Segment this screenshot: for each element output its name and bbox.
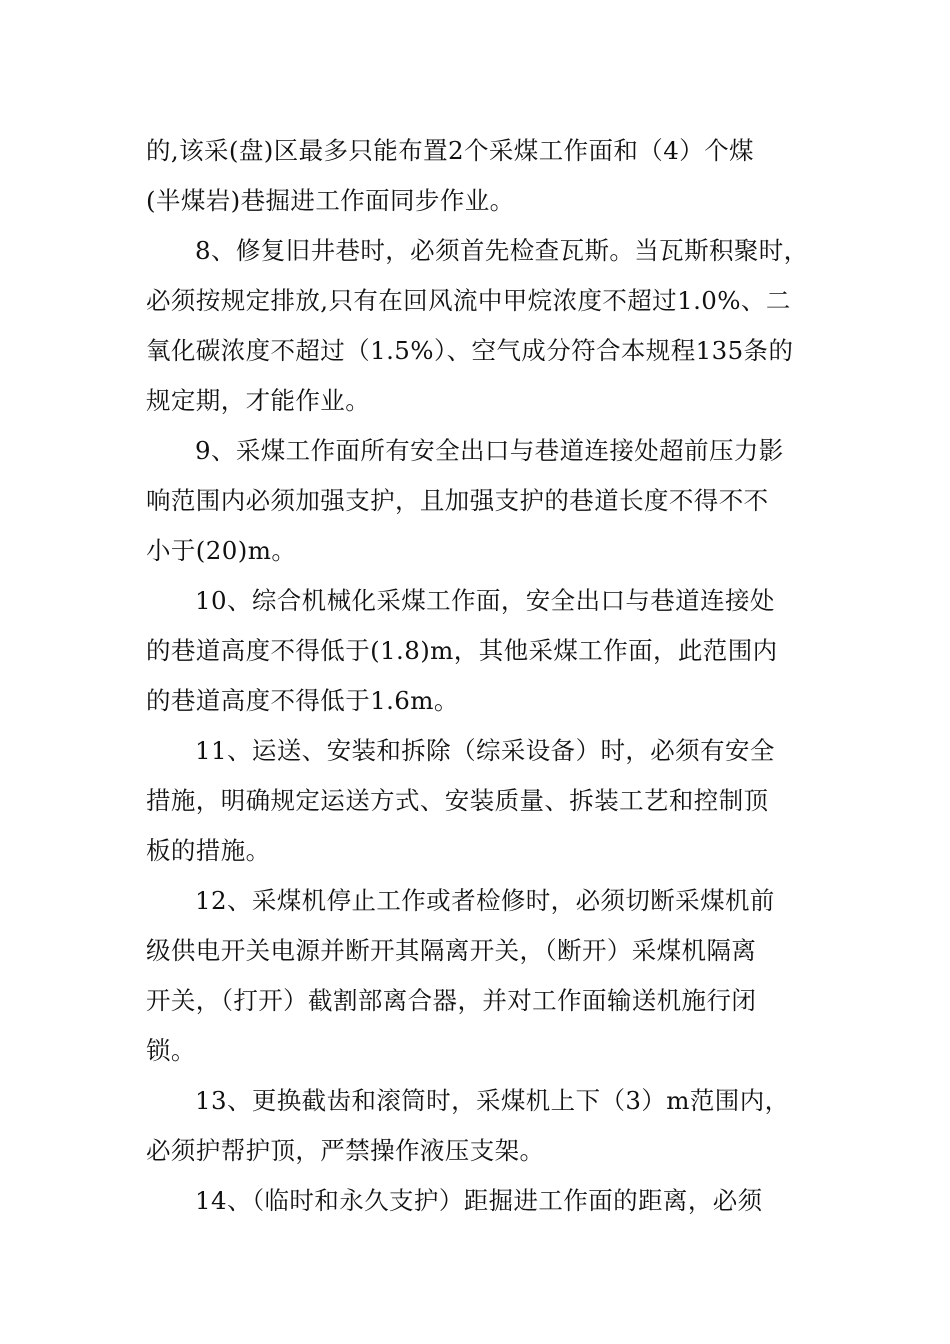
text-line: 的,该采(盘)区最多只能布置2个采煤工作面和（4）个煤 (146, 136, 754, 165)
text-line: 板的措施。 (146, 836, 271, 865)
text-line: 9、采煤工作面所有安全出口与巷道连接处超前压力影 (195, 436, 784, 465)
text-line: 的巷道高度不得低于(1.8)m，其他采煤工作面，此范围内 (146, 636, 778, 665)
text-line: 措施，明确规定运送方式、安装质量、拆装工艺和控制顶 (146, 786, 769, 815)
text-line: (半煤岩)巷掘进工作面同步作业。 (146, 186, 515, 215)
text-line: 小于(20)m。 (146, 536, 297, 565)
text-line: 必须按规定排放,只有在回风流中甲烷浓度不超过1.0%、二 (146, 286, 791, 315)
text-line: 的巷道高度不得低于1.6m。 (146, 686, 459, 715)
text-line: 规定期，才能作业。 (146, 386, 371, 415)
text-line: 必须护帮护顶，严禁操作液压支架。 (146, 1136, 545, 1165)
text-line: 级供电开关电源并断开其隔离开关，（断开）采煤机隔离 (146, 936, 757, 965)
text-line: 开关，（打开）截割部离合器，并对工作面输送机施行闭 (146, 986, 757, 1015)
text-line: 14、（临时和永久支护）距掘进工作面的距离，必须 (195, 1186, 763, 1215)
text-line: 11、运送、安装和拆除（综采设备）时，必须有安全 (195, 736, 775, 765)
text-line: 氧化碳浓度不超过（1.5%）、空气成分符合本规程135条的 (146, 336, 794, 365)
text-line: 8、修复旧井巷时，必须首先检查瓦斯。当瓦斯积聚时， (195, 236, 809, 265)
text-line: 响范围内必须加强支护，且加强支护的巷道长度不得不不 (146, 486, 769, 515)
text-line: 锁。 (146, 1036, 196, 1065)
document-body (146, 126, 811, 1226)
text-line: 12、采煤机停止工作或者检修时，必须切断采煤机前 (195, 886, 775, 915)
text-line: 13、更换截齿和滚筒时，采煤机上下（3）m范围内， (195, 1086, 790, 1115)
text-line: 10、综合机械化采煤工作面，安全出口与巷道连接处 (195, 586, 775, 615)
